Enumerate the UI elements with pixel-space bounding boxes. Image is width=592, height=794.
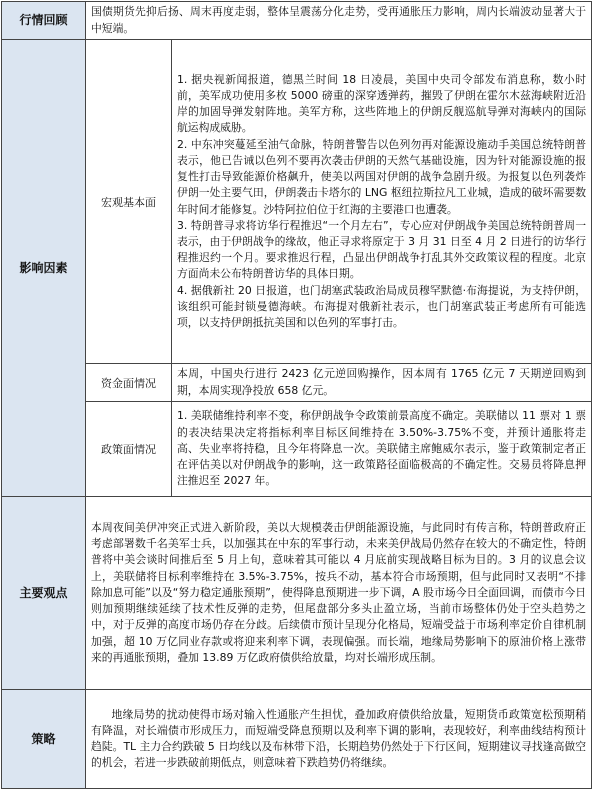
market-report-table xyxy=(1,1,592,789)
liquidity-text: 本周，中国央行进行 2423 亿元逆回购操作，因本周有 1765 亿元 7 天期逆回购到期，本周实现净投放 658 亿元。 xyxy=(177,367,587,397)
view-label: 主要观点 xyxy=(2,497,86,690)
review-row xyxy=(2,2,592,40)
strategy-label: 策略 xyxy=(2,690,86,789)
policy-content xyxy=(172,402,592,497)
strategy-text: 地缘局势的扰动使得市场对输入性通胀产生担忧，叠加政府债供给放量，短期货币政策宽松预期稍有降温，对长端债市形成压力，而短端受降息预期以及利率下调的影响，表现较好，利率曲线结构预计趋陡。TL 主力合约跌破 5 日均线以及布林带下沿，长期趋势仍然处于下行区间，短期建议寻找逢高做空的机会，若进一步跌破前期低点，则意味着下跌趋势仍将继续。 xyxy=(91,707,587,770)
review-label: 行情回顾 xyxy=(2,2,86,40)
liquidity-content xyxy=(172,364,592,402)
view-content xyxy=(86,497,592,690)
policy-text: 1. 美联储维持利率不变，称伊朗战争令政策前景高度不确定。美联储以 11 票对 1 票的表决结果决定将指标利率目标区间维持在 3.50%-3.75%不变，并预计通胀将走高、失业率将持稳，且今年将降息一次。美联储主席鲍威尔表示，鉴于政策制定者正在评估美以对伊朗战争的影响，这一政策路径面临极高的不确定性。交易员将降息押注推迟至 2027 年。 xyxy=(177,409,587,488)
strategy-content xyxy=(86,690,592,789)
macro-content xyxy=(172,40,592,364)
view-row xyxy=(2,497,592,690)
macro-item: 4. 据俄新社 20 日报道，也门胡塞武装政治局成员穆罕默德·布海提说，为支持伊朗，该组织可能封锁曼德海峡。布海提对俄新社表示，也门胡塞武装正考虑所有可能选项，以支持伊朗抵抗美国和以色列的军事打击。 xyxy=(177,283,587,329)
macro-row xyxy=(2,40,592,364)
macro-item: 3. 特朗普寻求将访华行程推迟“一个月左右”，专心应对伊朗战争美国总统特朗普周一表示，由于伊朗战争的缘故，他正寻求将原定于 3 月 31 日至 4 月 2 日进行的访华行程推迟约一个月。要求推迟行程，凸显出伊朗战争打乱其外交政策议程的程度。北京方面尚未公布特朗普访华的具体日期。 xyxy=(177,218,587,281)
review-text: 国债期货先抑后扬、周末再度走弱，整体呈震荡分化走势，受再通胀压力影响，周内长端波动显著大于中短端。 xyxy=(91,5,587,35)
liquidity-row xyxy=(2,364,592,402)
liquidity-label: 资金面情况 xyxy=(86,364,172,402)
policy-row xyxy=(2,402,592,497)
macro-item: 1. 据央视新闻报道，德黑兰时间 18 日凌晨，美国中央司令部发布消息称，数小时前，美军成功使用多枚 5000 磅重的深穿透弹药，摧毁了伊朗在霍尔木兹海峡附近沿岸的加固导弹发射阵地。美军方称，这些阵地上的伊朗反舰巡航导弹对海峡内的国际航运构成威胁。 xyxy=(177,72,587,135)
macro-label: 宏观基本面 xyxy=(86,40,172,364)
macro-item: 2. 中东冲突蔓延至油气命脉，特朗普警告以色列勿再对能源设施动手美国总统特朗普表示，他已告诫以色列不要再次袭击伊朗的天然气基础设施，因为针对能源设施的报复性打击导致能源价格飙升，使美以两国对伊朗的战争急剧升级。为报复以色列袭炸伊朗一处主要气田，伊朗袭击卡塔尔的 LNG 枢纽拉斯拉凡工业城，造成的破坏需要数年时间才能修复。沙特阿拉伯位于红海的主要港口也遭袭。 xyxy=(177,137,587,216)
view-text: 本周夜间美伊冲突正式进入新阶段，美以大规模袭击伊朗能源设施，与此同时有传言称，特朗普政府正考虑部署数千名美军士兵，以加强其在中东的军事行动，未来美伊战局仍然存在较大的不确定性，特朗普将中美会谈时间推后至 5 月上旬，意味着其可能以 4 月底前实现战略目标为目的。3 月的议息会议上，美联储将目标利率维持在 3.5%-3.75%，按兵不动，基本符合市场预期，但与此同时又表明“不排除加息可能”以及“努力稳定通胀预期”，使得降息预期进一步下调，A 股市场今日全面回调，而债市今日则加预期继续延续了技术性反弹的走势，但尾盘部分多头止盈立场，当前市场整体仍处于空头趋势之中，对于反弹的高度市场仍存在分歧。后续债市预计呈现分化格局，短端受益于市场利率定价自律机制加强，超 10 万亿同业存款或将迎来利率下调，表现偏强。而长端，地缘局势影响下的原油价格上涨带来的再通胀预期，叠加 13.89 万亿政府债供给放量，均对长端形成压制。 xyxy=(91,521,587,664)
factors-label: 影响因素 xyxy=(2,40,86,497)
policy-label: 政策面情况 xyxy=(86,402,172,497)
strategy-row xyxy=(2,690,592,789)
review-content xyxy=(86,2,592,40)
